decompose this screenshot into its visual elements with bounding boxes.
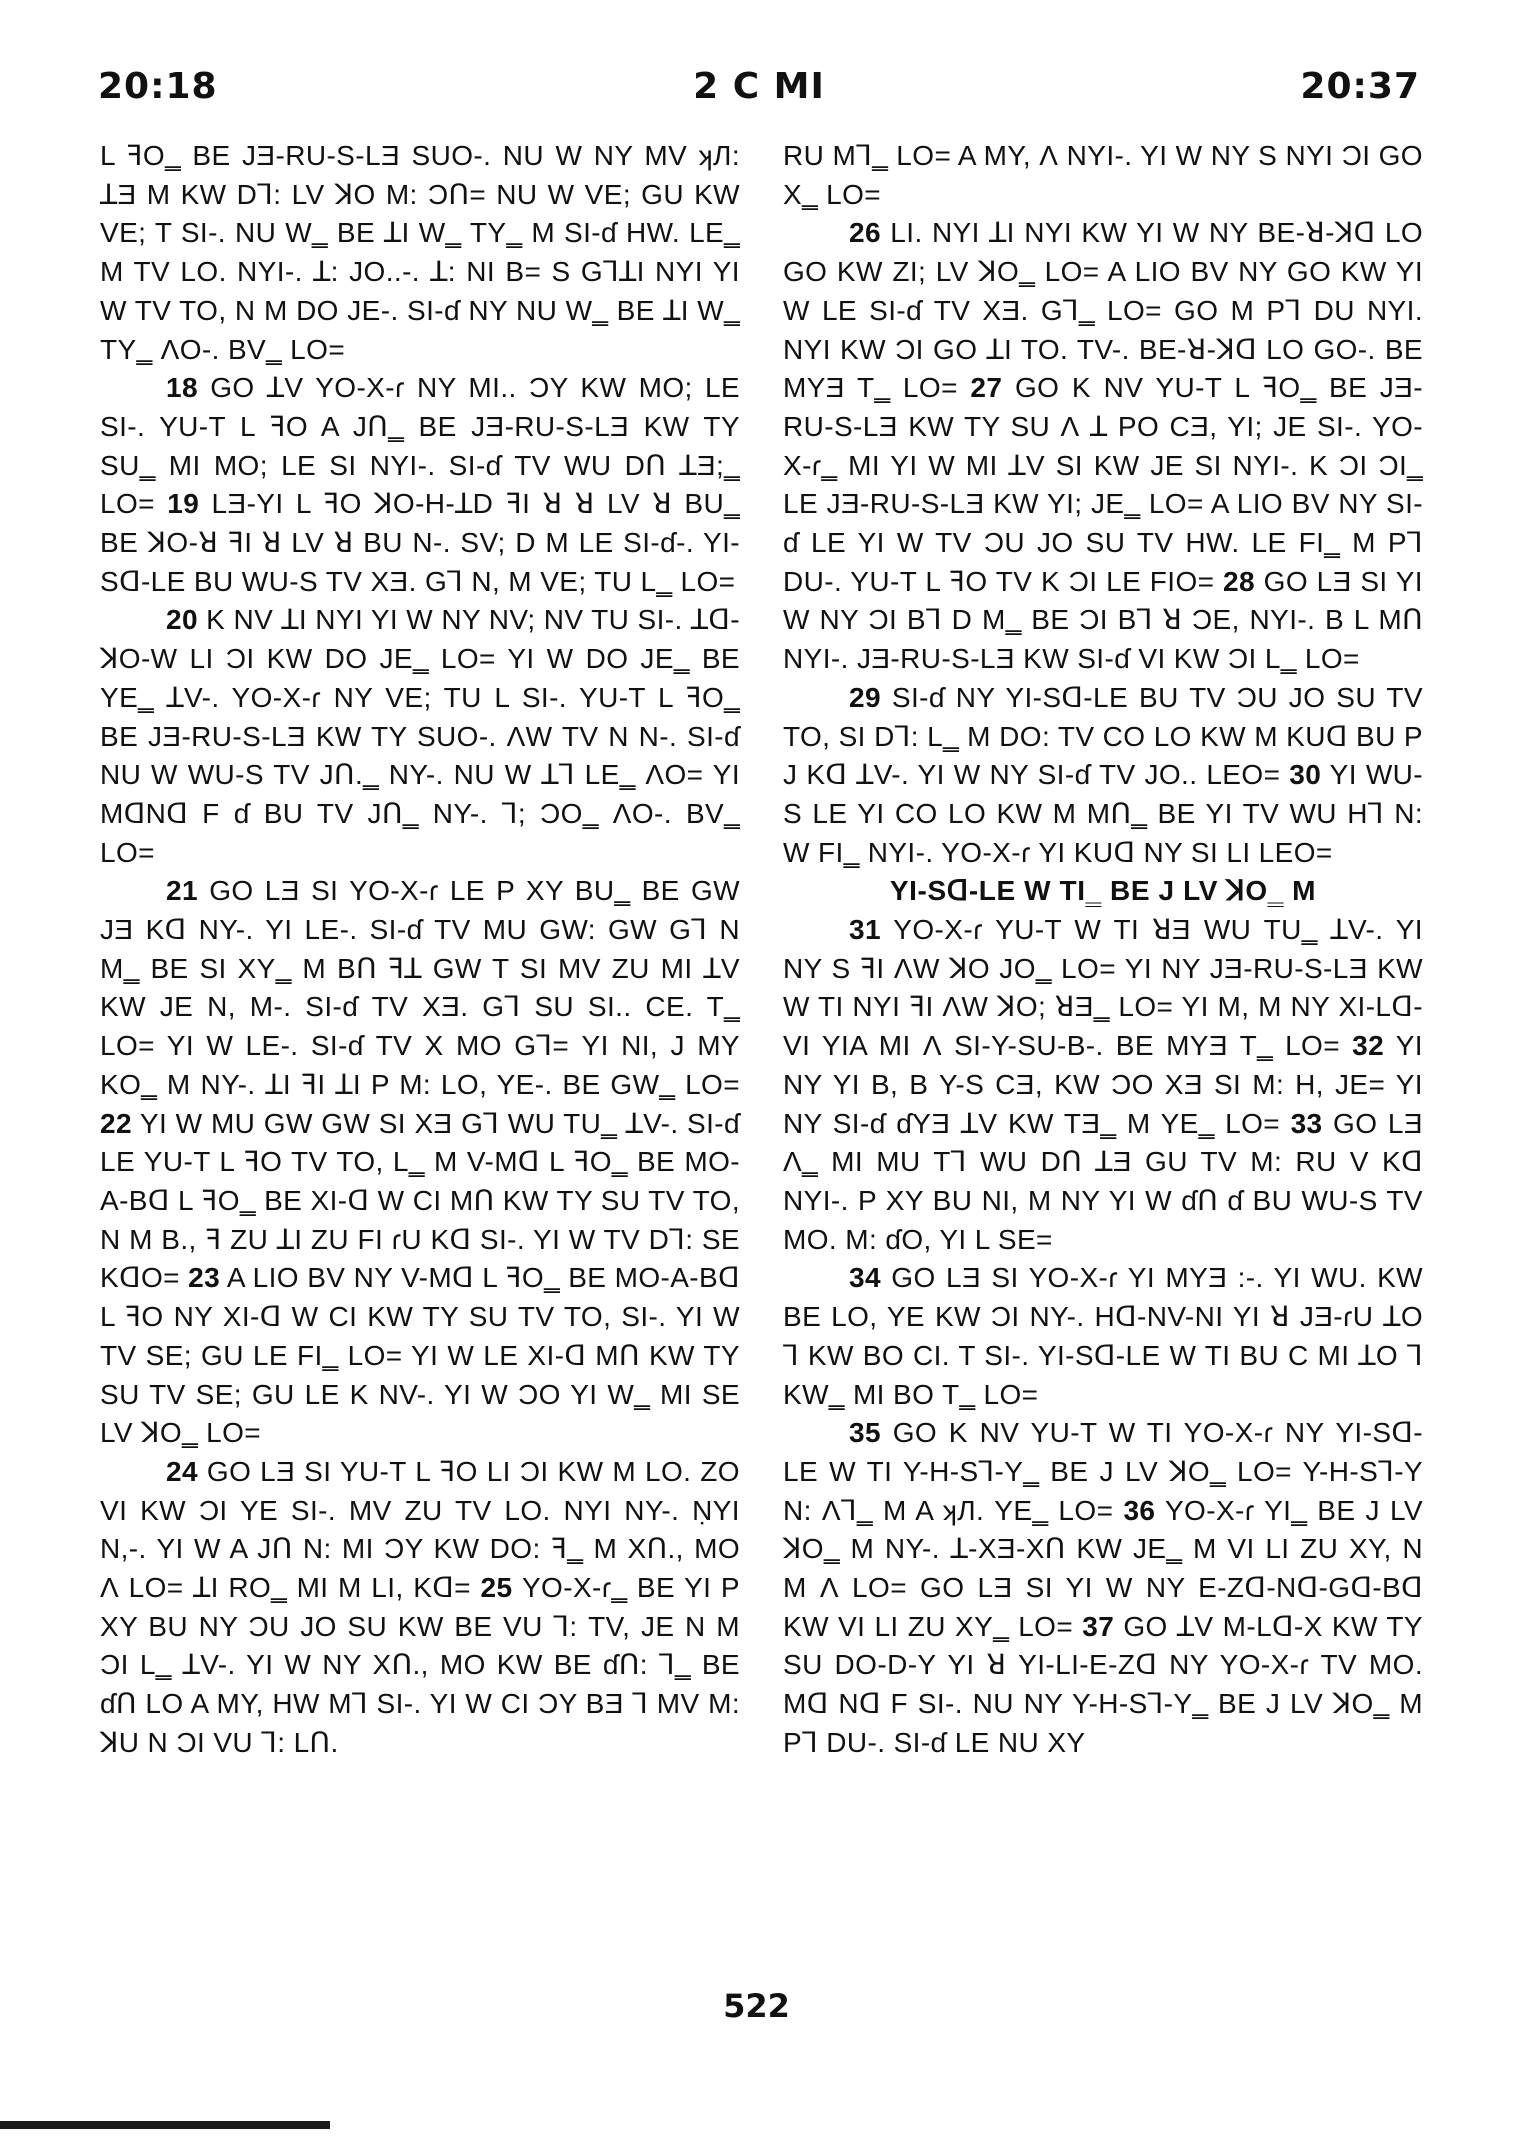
verse-number: 29 xyxy=(849,681,881,713)
paragraph xyxy=(100,601,740,872)
verse-number: 34 xyxy=(849,1262,881,1294)
verse-text: YI NY YI B, B Y-S CƎ, KW ϽO XƎ SI M: H, JE= YI NY SI-ɗ ɗYƎ ꓕV KW TƎ‗ M YE‗ LO= xyxy=(783,1030,1423,1139)
verse-text: RU Mꓶ‗ LO= A MY, Ʌ NYI-. YI W NY S NYI ϽI GO X‗ LO= xyxy=(783,140,1423,210)
paragraph xyxy=(783,911,1423,1259)
header-left-reference: 20:18 xyxy=(98,66,218,107)
verse-number: 23 xyxy=(188,1262,221,1294)
verse-number: 36 xyxy=(1123,1494,1156,1526)
verse-text: YI WU-S LE YI CO LO KW M MՈ‗ BE YI TV WU Hꓶ N: W FI‗ NYI-. YO-X-ɾ YI KUꓷ NY SI LI LEO= xyxy=(783,759,1423,868)
header-right-reference: 20:37 xyxy=(1300,66,1420,107)
page-header xyxy=(98,62,1420,112)
verse-text: GO ꓕV YO-X-ɾ NY MI.. ϽY KW MO; LE SI-. YU-T L ꟻO A JՈ‗ BE JƎ-RU-S-LƎ KW TY SU‗ MI MO; LE SI NYI-. SI-ɗ TV WU DՈ ꓕƎ;‗ LO= xyxy=(100,372,740,520)
verse-text: GO K NV YU-T L ꟻO‗ BE JƎ-RU-S-LƎ KW TY SU Ʌ ꓕ PO CƎ, YI; JE SI-. YO-X-ɾ‗ MI YI W MI ꓕV SI KW JE SI NYI-. K ϽI ϽI‗ LE JƎ-RU-S-LƎ KW YI; JE‗ LO= A LIO BV NY SI-ɗ LE YI W TV ϽU JO SU TV HW. LE FI‗ M Pꓶ DU-. YU-T L ꟻO TV K ϽI LE FIO= xyxy=(783,372,1423,597)
verse-text: GO K NV YU-T W TI YO-X-ɾ NY YI-Sꓷ-LE W TI Y-H-Sꓶ-Y‗ BE J LV ꓘO‗ LO= Y-H-Sꓶ-Y N: Ʌꓶ‗ M A ʞЛ. YE‗ LO= xyxy=(783,1417,1423,1526)
verse-number: 20 xyxy=(166,604,198,636)
section-heading: YI-Sꓷ-LE W TI‗ BE J LV ꓘO‗ M xyxy=(889,875,1317,907)
verse-text: YO-X-ɾ YI‗ BE J LV ꓘO‗ M NY-. ꓕ-XƎ-XՈ KW JE‗ M VI LI ZU XY, N M Ʌ LO= GO LƎ SI YI W NY E-Zꓷ-Nꓷ-Gꓷ-Bꓷ KW VI LI ZU XY‗ LO= xyxy=(783,1494,1424,1642)
verse-text: GO LƎ SI YI W NY ϽI Bꓶ D M‗ BE ϽI Bꓶ ꓤ ϽE, NYI-. B L MՈ NYI-. JƎ-RU-S-LƎ KW SI-ɗ VI KW ϽI L‗ LO= xyxy=(783,565,1423,675)
paragraph xyxy=(100,137,740,369)
paragraph xyxy=(100,369,740,601)
verse-text: GO ꓕV M-Lꓷ-X KW TY SU DO-D-Y YI ꓤ YI-LI-E-Zꓷ NY YO-X-ɾ TV MO. Mꓷ Nꓷ F SI-. NU NY Y-H-Sꓶ-Y‗ BE J LV ꓘO‗ M Pꓶ DU-. SI-ɗ LE NU XY xyxy=(783,1610,1423,1758)
verse-number: 26 xyxy=(849,217,881,249)
verse-number: 31 xyxy=(849,914,881,946)
verse-text: GO LƎ SI YO-X-ɾ YI MYƎ :-. YI WU. KW BE LO, YE KW ϽI NY-. Hꓷ-NV-NI YI ꓤ JƎ-ɾU ꓕO ꓶ KW BO CI. T SI-. YI-Sꓷ-LE W TI BU C MI ꓕO ꓶ KW‗ MI BO T‗ LO= xyxy=(783,1262,1423,1410)
paragraph xyxy=(100,872,740,1453)
verse-text: LI. NYI ꓕI NYI KW YI W NY BE-ꓤ-ꓘꓷ LO GO KW ZI; LV ꓘO‗ LO= A LIO BV NY GO KW YI W LE SI-ɗ TV XƎ. Gꓶ‗ LO= GO M Pꓶ DU NYI. NYI KW ϽI GO ꓕI TO. TV-. BE-ꓤ-ꓘꓷ LO GO-. BE MYƎ T‗ LO= xyxy=(783,217,1423,404)
right-text-column xyxy=(783,137,1423,1763)
verse-text: L ꟻO‗ BE JƎ-RU-S-LƎ SUO-. NU W NY MV ʞЛ: ꓕƎ M KW Dꓶ: LV ꓘO M: ϽՈ= NU W VE; GU KW VE; T SI-. NU W‗ BE ꓕI W‗ TY‗ M SI-ɗ HW. LE‗ M TV LO. NYI-. ꓕ: JO..-. ꓕ: NI B= S GꓶꓕI NYI YI W TV TO, N M DO JE-. SI-ɗ NY NU W‗ BE ꓕI W‗ TY‗ ɅO-. BV‗ LO= xyxy=(100,140,740,365)
page-number: 522 xyxy=(723,1987,790,2025)
paragraph xyxy=(100,1453,740,1763)
verse-number: 30 xyxy=(1289,759,1322,791)
paragraph xyxy=(783,214,1423,678)
verse-number: 35 xyxy=(849,1417,881,1449)
verse-text: A LIO BV NY V-Mꓷ L ꟻO‗ BE MO-A-Bꓷ L ꟻO NY XI-ꓷ W CI KW TY SU TV TO, SI-. YI W TV SE; GU LE FI‗ LO= YI W LE XI-ꓷ MՈ KW TY SU TV SE; GU LE K NV-. YI W ϽO YI W‗ MI SE LV ꓘO‗ LO= xyxy=(100,1262,740,1449)
verse-number: 24 xyxy=(166,1455,198,1487)
verse-text: YO-X-ɾ‗ BE YI P XY BU NY ϽU JO SU KW BE VU ꓶ: TV, JE N M ϽI L‗ ꓕV-. YI W NY XՈ., MO KW BE ɗՈ: ꓶ‗ BE ɗՈ LO A MY, HW Mꓶ SI-. YI W CI ϽY BƎ ꓶ MV M: ꓘU N ϽI VU ꓶ: LՈ. xyxy=(100,1572,740,1758)
verse-number: 21 xyxy=(166,875,198,907)
header-book-title: 2 C MI xyxy=(693,66,825,107)
verse-number: 32 xyxy=(1352,1030,1385,1062)
paragraph xyxy=(783,137,1423,214)
verse-text: GO LƎ SI YO-X-ɾ LE P XY BU‗ BE GW JƎ Kꓷ NY-. YI LE-. SI-ɗ TV MU GW: GW Gꓶ N M‗ BE SI XY‗ M BՈ ꟻꓕ GW T SI MV ZU MI ꓕV KW JE N, M-. SI-ɗ TV XƎ. Gꓶ SU SI.. CE. T‗ LO= YI W LE-. SI-ɗ TV X MO Gꓶ= YI NI, J MY KO‗ M NY-. ꓕI ꟻI ꓕI P M: LO, YE-. BE GW‗ LO= xyxy=(100,875,740,1100)
scan-edge-mark xyxy=(0,2121,330,2129)
verse-text: K NV ꓕI NYI YI W NY NV; NV TU SI-. ꓕꓷ-ꓘO-W LI ϽI KW DO JE‗ LO= YI W DO JE‗ BE YE‗ ꓕV-. YO-X-ɾ NY VE; TU L SI-. YU-T L ꟻO‗ BE JƎ-RU-S-LƎ KW TY SUO-. ɅW TV N N-. SI-ɗ NU W WU-S TV JՈ.‗ NY-. NU W ꓕꓶ LE‗ ɅO= YI MꓷNꓷ F ɗ BU TV JՈ‗ NY-. ꓶ; ϽO‗ ɅO-. BV‗ LO= xyxy=(100,604,740,868)
verse-number: 33 xyxy=(1290,1107,1323,1139)
paragraph xyxy=(783,1414,1423,1762)
verse-text: GO LƎ SI YU-T L ꟻO LI ϽI KW M LO. ZO VI KW ϽI YE SI-. MV ZU TV LO. NYI NY-. ṆYI N,-. YI W A JՈ N: MI ϽY KW DO: ꟻ‗ M XՈ., MO Ʌ LO= ꓕI RO‗ MI M LI, Kꓷ= xyxy=(100,1455,740,1604)
verse-text: LƎ-YI L ꟻO ꓘO-H-ꓕD ꟻI ꓤ ꓤ LV ꓤ BU‗ BE ꓘO-ꓤ ꟻI ꓤ LV ꓤ BU N-. SV; D M LE SI-ɗ-. YI-Sꓷ-LE BU WU-S TV XƎ. Gꓶ N, M VE; TU L‗ LO= xyxy=(100,488,740,597)
verse-number: 19 xyxy=(167,488,200,520)
verse-number: 22 xyxy=(100,1107,132,1139)
verse-number: 37 xyxy=(1082,1610,1115,1642)
verse-number: 28 xyxy=(1223,565,1255,597)
verse-number: 25 xyxy=(480,1572,513,1604)
left-text-column xyxy=(100,137,740,1763)
verse-text: SI-ɗ NY YI-Sꓷ-LE BU TV ϽU JO SU TV TO, SI Dꓶ: L‗ M DO: TV CO LO KW M KUꓷ BU P J Kꓷ ꓕV-. YI W NY SI-ɗ TV JO.. LEO= xyxy=(783,681,1423,791)
paragraph xyxy=(783,1259,1423,1414)
paragraph xyxy=(783,679,1423,873)
verse-number: 18 xyxy=(166,372,198,404)
verse-text: GO LƎ Ʌ‗ MI MU Tꓶ WU DՈ ꓕƎ GU TV M: RU V Kꓷ NYI-. P XY BU NI, M NY YI W ɗՈ ɗ BU WU-S TV MO. M: ɗO, YI L SE= xyxy=(783,1107,1423,1255)
verse-number: 27 xyxy=(970,372,1003,404)
verse-text: YI W MU GW GW SI XƎ Gꓶ WU TU‗ ꓕV-. SI-ɗ LE YU-T L ꟻO TV TO, L‗ M V-Mꓷ L ꟻO‗ BE MO-A-Bꓷ L ꟻO‗ BE XI-ꓷ W CI MՈ KW TY SU TV TO, N M B., ꟻ ZU ꓕI ZU FI ɾU Kꓷ SI-. YI W TV Dꓶ: SE KꓷO= xyxy=(100,1107,740,1294)
verse-text: YO-X-ɾ YU-T W TI ꓤƎ WU TU‗ ꓕV-. YI NY S ꟻI ɅW ꓘO JO‗ LO= YI NY JƎ-RU-S-LƎ KW W TI NYI ꟻI ɅW ꓘO; ꓤƎ‗ LO= YI M, M NY XI-Lꓷ-VI YIA MI Ʌ SI-Y-SU-B-. BE MYƎ T‗ LO= xyxy=(783,914,1423,1062)
